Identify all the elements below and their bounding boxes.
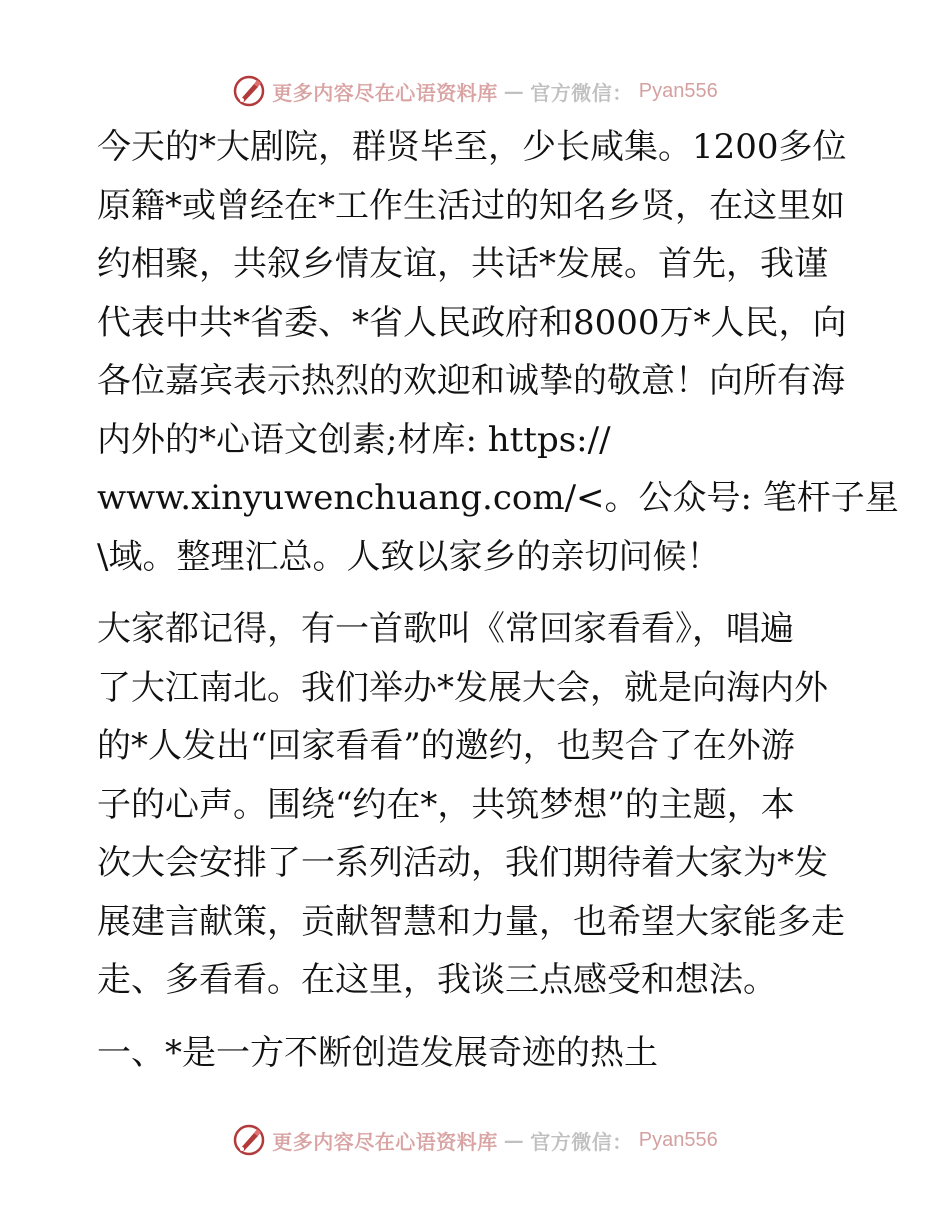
paragraph-1	[97, 118, 899, 586]
watermark-wechat-id: Pyan556	[638, 1128, 718, 1151]
watermark-wechat-label: 官方微信：	[530, 80, 633, 105]
section-heading: 一、*是一方不断创造发展奇迹的热土	[97, 1032, 658, 1073]
text-line: 今天的*大剧院，群贤毕至，少长咸集。1200多位	[97, 127, 847, 167]
text-line: 子的心声。围绕“约在*，共筑梦想”的主题，本	[97, 784, 795, 825]
paragraph-2	[97, 600, 857, 1010]
header-watermark	[0, 71, 950, 111]
text-line: 了大江南北。我们举办*发展大会，就是向海内外	[97, 667, 828, 708]
footer-watermark	[0, 1120, 950, 1160]
watermark-text: 更多内容尽在心语资料库	[272, 80, 498, 105]
text-line: 内外的*心语文创素;材库: https://	[97, 419, 611, 460]
text-line: 的*人发出“回家看看”的邀约，也契合了在外游	[97, 726, 795, 766]
text-line: 各位嘉宾表示热烈的欢迎和诚挚的敬意！向所有海	[97, 361, 845, 401]
pen-logo-icon	[232, 1123, 266, 1157]
document-body	[97, 118, 899, 1082]
text-line: 大家都记得，有一首歌叫《常回家看看》，唱遍	[97, 609, 794, 649]
text-line: 走、多看看。在这里，我谈三点感受和想法。	[97, 960, 777, 1000]
text-line: 约相聚，共叙乡情友谊，共话*发展。首先，我谨	[97, 244, 828, 284]
watermark-wechat-label: 官方微信：	[530, 1129, 633, 1154]
watermark-dash: —	[503, 1128, 525, 1152]
text-line: \域。整理汇总。人致以家乡的亲切问候！	[97, 536, 721, 577]
text-line: www.xinyuwenchuang.com/<。公众号: 笔杆子星	[97, 478, 899, 518]
text-line: 次大会安排了一系列活动，我们期待着大家为*发	[97, 843, 828, 883]
watermark-dash: —	[503, 79, 525, 103]
pen-logo-icon	[232, 74, 266, 108]
text-line: 代表中共*省委、*省人民政府和8000万*人民，向	[97, 302, 847, 343]
watermark-text: 更多内容尽在心语资料库	[272, 1129, 498, 1154]
watermark-wechat-id: Pyan556	[638, 79, 718, 102]
text-line: 原籍*或曾经在*工作生活过的知名乡贤，在这里如	[97, 185, 845, 226]
text-line: 展建言献策，贡献智慧和力量，也希望大家能多走	[97, 901, 845, 942]
